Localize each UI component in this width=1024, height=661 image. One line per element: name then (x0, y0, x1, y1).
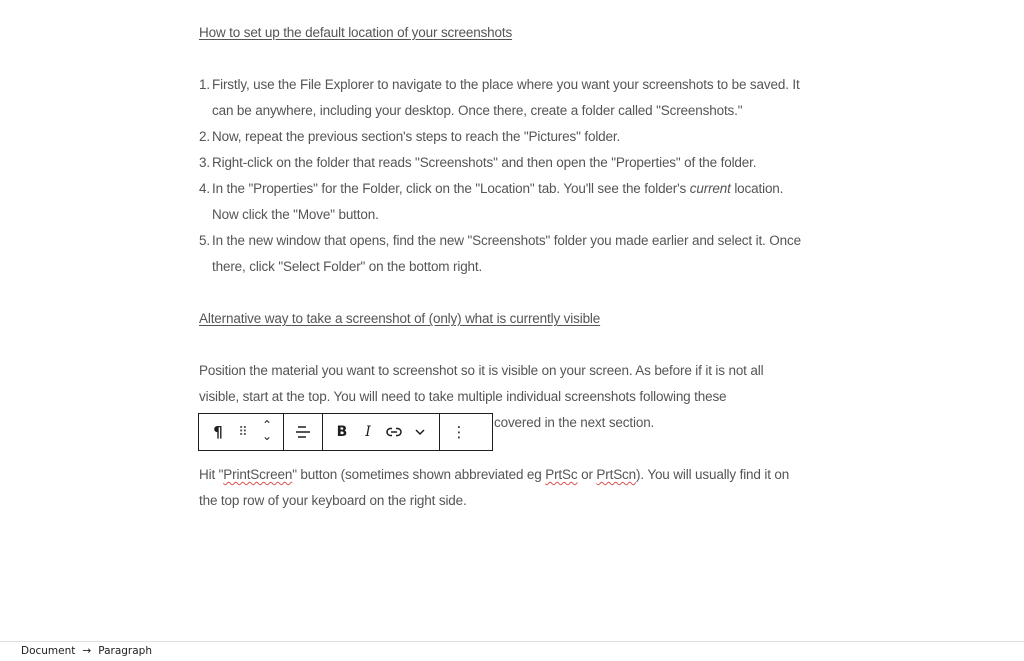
list-item-5[interactable] (199, 228, 801, 254)
options-group (440, 414, 478, 450)
list-number: 5. (199, 233, 210, 248)
move-down-icon[interactable]: ⌄ (261, 429, 273, 443)
list-item-2[interactable] (199, 124, 620, 150)
list-item-1-cont: can be anywhere, including your desktop. Once there, create a folder called "Screenshots." (212, 103, 743, 118)
block-toolbar (198, 413, 493, 451)
list-item-text: Now, repeat the previous section's steps to reach the "Pictures" folder. (212, 129, 621, 144)
italic-icon: I (365, 424, 371, 440)
list-item-text: In the new window that opens, find the new "Screenshots" folder you made earlier and select it. Once (212, 233, 801, 248)
breadcrumb-document[interactable]: Document (21, 645, 76, 657)
misspelled-word[interactable]: PrtScn (596, 467, 637, 482)
list-number: 1. (199, 77, 210, 92)
list-item-text: Firstly, use the File Explorer to navigate to the place where you want your screenshots to be saved. It (212, 77, 800, 92)
block-type-group (199, 414, 284, 450)
heading-alternative-way[interactable]: Alternative way to take a screenshot of (only) what is currently visible (199, 311, 601, 326)
heading-default-location[interactable]: How to set up the default location of your screenshots (199, 25, 513, 40)
move-buttons (255, 414, 279, 450)
list-item-text: Right-click on the folder that reads "Screenshots" and then open the "Properties" of the folder. (212, 155, 757, 170)
paragraph-icon: ¶ (213, 423, 223, 441)
paragraph-printscreen-line2[interactable]: the top row of your keyboard on the right side. (199, 493, 467, 508)
options-button[interactable] (446, 414, 472, 450)
drag-icon: ⠿ (238, 424, 248, 440)
link-button[interactable] (381, 414, 407, 450)
breadcrumb (21, 645, 152, 657)
list-item-text: location. (730, 181, 784, 196)
list-number: 3. (199, 155, 210, 170)
bold-icon: B (336, 424, 348, 440)
paragraph-position-line2[interactable]: visible, start at the top. You will need to take multiple individual screenshots following these (199, 389, 727, 404)
bold-button[interactable] (329, 414, 355, 450)
paragraph-position-line3[interactable]: covered in the next section. (494, 415, 655, 430)
paragraph-position-line1[interactable]: Position the material you want to screenshot so it is visible on your screen. As before if it is not all (199, 363, 764, 378)
more-rich-text-button[interactable] (407, 414, 433, 450)
status-footer (0, 641, 1024, 661)
text: Hit " (199, 467, 224, 482)
list-item-4[interactable] (199, 176, 783, 202)
list-number: 2. (199, 129, 210, 144)
paragraph-block-button[interactable] (205, 414, 231, 450)
paragraph-printscreen[interactable] (199, 462, 789, 488)
misspelled-word[interactable]: PrtSc (545, 467, 578, 482)
list-item-1[interactable] (199, 72, 800, 98)
link-icon (386, 426, 402, 438)
text: or (577, 467, 597, 482)
text: ). You will usually find it on (636, 467, 790, 482)
italic-button[interactable] (355, 414, 381, 450)
breadcrumb-paragraph[interactable]: Paragraph (98, 645, 153, 657)
chevron-down-icon (414, 428, 426, 436)
list-item-5-cont: there, click "Select Folder" on the bottom right. (212, 259, 483, 274)
list-item-4-cont: Now click the "Move" button. (212, 207, 379, 222)
align-button[interactable] (290, 414, 316, 450)
emphasis-text: current (689, 181, 731, 196)
align-left-icon (295, 425, 311, 439)
misspelled-word[interactable]: PrintScreen (223, 467, 293, 482)
list-item-3[interactable] (199, 150, 756, 176)
text: " button (sometimes shown abbreviated eg (292, 467, 546, 482)
list-item-text: In the "Properties" for the Folder, click on the "Location" tab. You'll see the folder's (212, 181, 690, 196)
drag-handle[interactable] (231, 414, 255, 450)
align-group (284, 414, 323, 450)
list-number: 4. (199, 181, 210, 196)
format-group (323, 414, 440, 450)
breadcrumb-arrow-icon: → (82, 645, 92, 657)
more-vertical-icon: ⋮ (451, 423, 467, 441)
move-up-icon[interactable]: ⌃ (261, 418, 273, 432)
